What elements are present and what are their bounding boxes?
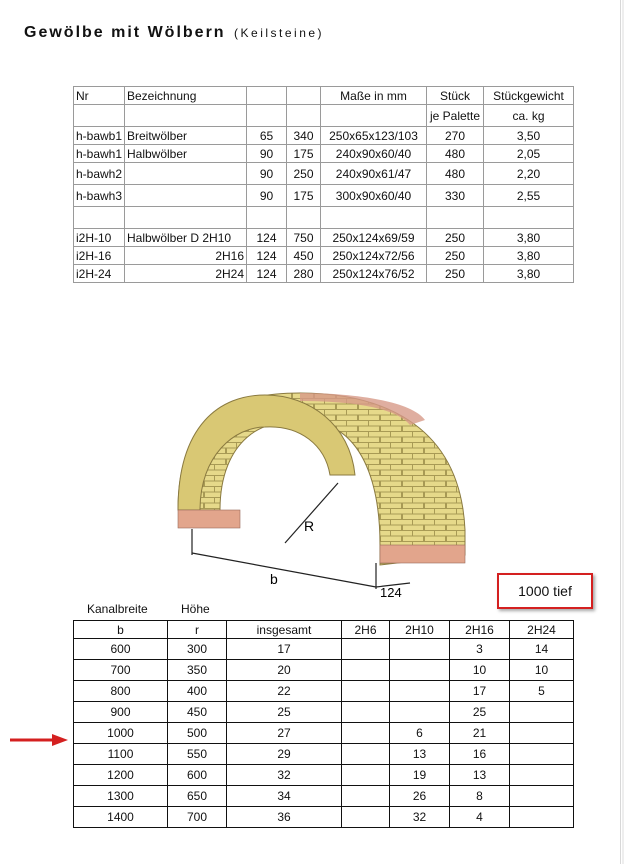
table-cell — [510, 786, 574, 807]
table-cell: 32 — [390, 807, 450, 828]
table-cell: 600 — [168, 765, 227, 786]
cell-gewicht: 3,80 — [484, 265, 574, 283]
table-row — [74, 723, 574, 744]
table-cell: 900 — [74, 702, 168, 723]
radius-line — [285, 483, 338, 543]
table-cell: 650 — [168, 786, 227, 807]
header-cell: Bezeichnung — [125, 87, 247, 105]
arch-diagram — [160, 365, 490, 605]
cell-stueck: 270 — [427, 127, 484, 145]
table-cell: 10 — [450, 660, 510, 681]
cell-bezeichnung — [125, 163, 247, 185]
table-cell — [342, 786, 390, 807]
table-cell: 25 — [227, 702, 342, 723]
table-cell: 17 — [450, 681, 510, 702]
header-cell — [74, 105, 125, 127]
cell-stueck: 250 — [427, 265, 484, 283]
cell-nr: i2H-10 — [74, 229, 125, 247]
table-cell: 29 — [227, 744, 342, 765]
cell-bezeichnung — [125, 185, 247, 207]
header-cell — [247, 87, 287, 105]
header-cell: insgesamt — [227, 621, 342, 639]
header-cell: Maße in mm — [321, 87, 427, 105]
table-cell: 32 — [227, 765, 342, 786]
cell-value: 340 — [287, 127, 321, 145]
table-cell: 700 — [168, 807, 227, 828]
table-row — [74, 765, 574, 786]
base-line — [192, 553, 376, 587]
table-cell — [342, 660, 390, 681]
header-cell: Nr — [74, 87, 125, 105]
cell-empty — [287, 207, 321, 229]
arch-base-left — [178, 510, 240, 528]
cell-nr: h-bawb1 — [74, 127, 125, 145]
cell-gewicht: 2,05 — [484, 145, 574, 163]
cell-value: 65 — [247, 127, 287, 145]
cell-gewicht: 2,55 — [484, 185, 574, 207]
table-cell: 26 — [390, 786, 450, 807]
channel-table-header — [74, 621, 574, 639]
table-row — [74, 744, 574, 765]
cell-gewicht: 3,80 — [484, 229, 574, 247]
header-cell: 2H16 — [450, 621, 510, 639]
cell-value: 450 — [287, 247, 321, 265]
cell-value: 90 — [247, 163, 287, 185]
cell-bezeichnung: 2H16 — [125, 247, 247, 265]
label-depth: 124 — [380, 585, 402, 600]
cell-empty — [74, 207, 125, 229]
table-cell: 550 — [168, 744, 227, 765]
table-cell: 14 — [510, 639, 574, 660]
table-cell: 16 — [450, 744, 510, 765]
cell-nr: h-bawh1 — [74, 145, 125, 163]
header-cell: je Palette — [427, 105, 484, 127]
table-row — [74, 229, 574, 247]
table-row — [74, 660, 574, 681]
table-cell: 6 — [390, 723, 450, 744]
channel-table — [73, 620, 574, 828]
depth-callout: 1000 tief — [497, 573, 593, 609]
title-main: Gewölbe mit Wölbern — [24, 24, 226, 41]
header-cell — [125, 105, 247, 127]
table-cell: 300 — [168, 639, 227, 660]
table-cell: 1100 — [74, 744, 168, 765]
product-table — [73, 86, 574, 283]
cell-value: 124 — [247, 229, 287, 247]
table-cell: 450 — [168, 702, 227, 723]
cell-stueck: 330 — [427, 185, 484, 207]
header-cell: r — [168, 621, 227, 639]
table-row — [74, 127, 574, 145]
cell-masse: 250x65x123/103 — [321, 127, 427, 145]
cell-value: 124 — [247, 265, 287, 283]
table-cell: 1300 — [74, 786, 168, 807]
header-cell: 2H24 — [510, 621, 574, 639]
cell-bezeichnung: 2H24 — [125, 265, 247, 283]
table-cell — [510, 744, 574, 765]
table-cell — [342, 723, 390, 744]
cell-empty — [321, 207, 427, 229]
table-row — [74, 145, 574, 163]
cell-bezeichnung: Breitwölber — [125, 127, 247, 145]
table-cell — [510, 765, 574, 786]
header-cell — [247, 105, 287, 127]
header-cell — [321, 105, 427, 127]
cell-stueck: 480 — [427, 163, 484, 185]
cell-masse: 250x124x76/52 — [321, 265, 427, 283]
table-row — [74, 702, 574, 723]
table-cell: 8 — [450, 786, 510, 807]
table-row — [74, 639, 574, 660]
table-cell: 21 — [450, 723, 510, 744]
header-cell — [287, 105, 321, 127]
table-cell — [510, 702, 574, 723]
table-cell: 34 — [227, 786, 342, 807]
table-cell: 25 — [450, 702, 510, 723]
table-cell: 3 — [450, 639, 510, 660]
table-cell: 36 — [227, 807, 342, 828]
table-cell — [390, 681, 450, 702]
red-arrow-icon — [10, 733, 70, 747]
cell-nr: i2H-16 — [74, 247, 125, 265]
header-cell: Stückgewicht — [484, 87, 574, 105]
table-row-empty — [74, 207, 574, 229]
cell-empty — [484, 207, 574, 229]
table-cell — [342, 681, 390, 702]
table-cell: 1200 — [74, 765, 168, 786]
table-row — [74, 265, 574, 283]
header-cell: 2H6 — [342, 621, 390, 639]
table-row — [74, 681, 574, 702]
table-cell: 1000 — [74, 723, 168, 744]
cell-masse: 240x90x60/40 — [321, 145, 427, 163]
table-cell — [342, 807, 390, 828]
cell-stueck: 250 — [427, 247, 484, 265]
product-table-header — [74, 87, 574, 105]
cell-value: 90 — [247, 145, 287, 163]
cell-bezeichnung: Halbwölber — [125, 145, 247, 163]
header-cell: ca. kg — [484, 105, 574, 127]
table-row — [74, 185, 574, 207]
table-cell — [342, 744, 390, 765]
table-cell: 700 — [74, 660, 168, 681]
table-cell: 500 — [168, 723, 227, 744]
cell-value: 175 — [287, 185, 321, 207]
table-cell: 600 — [74, 639, 168, 660]
cell-value: 90 — [247, 185, 287, 207]
page-border — [620, 0, 621, 864]
table-cell — [390, 702, 450, 723]
header-cell: b — [74, 621, 168, 639]
cell-masse: 300x90x60/40 — [321, 185, 427, 207]
table-cell: 10 — [510, 660, 574, 681]
cell-value: 175 — [287, 145, 321, 163]
label-b: b — [270, 571, 278, 587]
table-cell: 17 — [227, 639, 342, 660]
table-cell: 20 — [227, 660, 342, 681]
cell-empty — [247, 207, 287, 229]
table-cell — [390, 639, 450, 660]
table-cell: 13 — [450, 765, 510, 786]
table-cell: 1400 — [74, 807, 168, 828]
cell-value: 280 — [287, 265, 321, 283]
label-kanalbreite: Kanalbreite — [87, 602, 148, 616]
cell-gewicht: 3,50 — [484, 127, 574, 145]
cell-value: 124 — [247, 247, 287, 265]
table-row — [74, 807, 574, 828]
table-cell — [342, 765, 390, 786]
table-cell: 19 — [390, 765, 450, 786]
table-cell: 4 — [450, 807, 510, 828]
cell-empty — [125, 207, 247, 229]
cell-masse: 250x124x72/56 — [321, 247, 427, 265]
table-cell — [342, 639, 390, 660]
table-cell — [510, 807, 574, 828]
table-row — [74, 247, 574, 265]
label-r: R — [304, 518, 315, 534]
cell-masse: 250x124x69/59 — [321, 229, 427, 247]
header-cell: 2H10 — [390, 621, 450, 639]
cell-gewicht: 3,80 — [484, 247, 574, 265]
cell-masse: 240x90x61/47 — [321, 163, 427, 185]
page-title — [24, 24, 324, 42]
cell-value: 250 — [287, 163, 321, 185]
title-sub: (Keilsteine) — [234, 26, 325, 40]
header-cell: Stück — [427, 87, 484, 105]
label-hoehe: Höhe — [181, 602, 210, 616]
table-cell: 800 — [74, 681, 168, 702]
cell-stueck: 250 — [427, 229, 484, 247]
cell-nr: i2H-24 — [74, 265, 125, 283]
cell-stueck: 480 — [427, 145, 484, 163]
table-row — [74, 163, 574, 185]
product-table-subheader — [74, 105, 574, 127]
cell-empty — [427, 207, 484, 229]
cell-value: 750 — [287, 229, 321, 247]
arch-base-right — [380, 545, 465, 563]
table-cell: 22 — [227, 681, 342, 702]
table-cell — [390, 660, 450, 681]
table-row — [74, 786, 574, 807]
table-cell — [510, 723, 574, 744]
cell-gewicht: 2,20 — [484, 163, 574, 185]
table-cell: 27 — [227, 723, 342, 744]
table-cell: 5 — [510, 681, 574, 702]
table-cell — [342, 702, 390, 723]
cell-nr: h-bawh3 — [74, 185, 125, 207]
cell-nr: h-bawh2 — [74, 163, 125, 185]
table-cell: 400 — [168, 681, 227, 702]
header-cell — [287, 87, 321, 105]
table-cell: 350 — [168, 660, 227, 681]
table-cell: 13 — [390, 744, 450, 765]
cell-bezeichnung: Halbwölber D 2H10 — [125, 229, 247, 247]
